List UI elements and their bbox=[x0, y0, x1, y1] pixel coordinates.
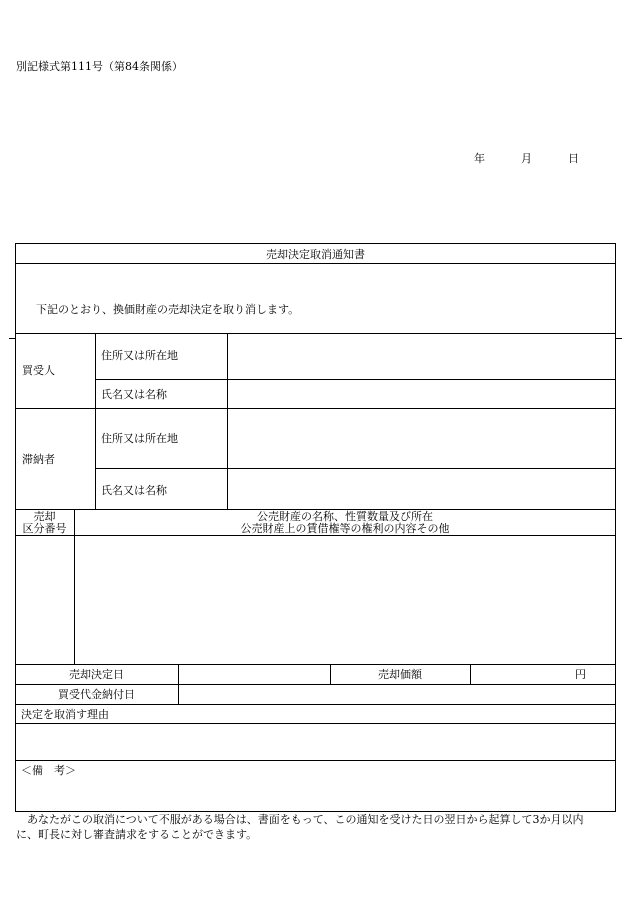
divider bbox=[95, 468, 616, 469]
sale-price-label: 売却価額 bbox=[378, 668, 422, 681]
payment-date-label: 買受代金納付日 bbox=[58, 688, 135, 701]
delinquent-label: 滞納者 bbox=[22, 453, 55, 466]
buyer-name-label: 氏名又は名称 bbox=[101, 388, 167, 401]
divider bbox=[15, 723, 616, 724]
divider bbox=[15, 263, 616, 264]
divider bbox=[95, 379, 616, 380]
appeal-notice-line1: あなたがこの取消について不服がある場合は、書面をもって、この通知を受けた日の翌日から起算して3か月以内 bbox=[16, 813, 584, 826]
left-fold-mark bbox=[9, 338, 15, 339]
appeal-notice-line2: に、町長に対し審査請求をすることができます。 bbox=[16, 828, 258, 841]
sale-decision-date-label: 売却決定日 bbox=[69, 668, 124, 681]
month-label: 月 bbox=[521, 152, 532, 165]
property-col2-line1: 公売財産の名称、性質数量及び所在 bbox=[257, 510, 433, 523]
form-reference: 別記様式第111号（第84条関係） bbox=[16, 60, 183, 73]
delinquent-address-label: 住所又は所在地 bbox=[101, 432, 178, 445]
divider bbox=[15, 704, 616, 705]
form-title: 売却決定取消通知書 bbox=[266, 248, 365, 261]
property-col2-line2: 公売財産上の賃借権等の権利の内容その他 bbox=[240, 522, 450, 535]
divider bbox=[470, 664, 471, 684]
divider bbox=[15, 408, 616, 409]
divider bbox=[15, 760, 616, 761]
divider bbox=[95, 333, 96, 509]
appeal-notice bbox=[16, 812, 616, 842]
property-col1-line1: 売却 bbox=[33, 510, 56, 523]
intro-text: 下記のとおり、換価財産の売却決定を取り消します。 bbox=[36, 303, 300, 316]
divider bbox=[227, 333, 228, 509]
day-label: 日 bbox=[568, 152, 579, 165]
remarks-label: ＜備 考＞ bbox=[21, 764, 76, 777]
divider bbox=[15, 535, 616, 536]
divider bbox=[15, 333, 616, 334]
property-col1-line2: 区分番号 bbox=[22, 522, 67, 535]
yen-unit: 円 bbox=[575, 668, 586, 681]
divider bbox=[15, 684, 616, 685]
divider bbox=[15, 664, 616, 665]
right-fold-mark bbox=[616, 338, 622, 339]
buyer-address-label: 住所又は所在地 bbox=[101, 349, 178, 362]
year-label: 年 bbox=[474, 152, 485, 165]
buyer-label: 買受人 bbox=[22, 364, 55, 377]
cancel-reason-label: 決定を取消す理由 bbox=[21, 708, 109, 721]
delinquent-name-label: 氏名又は名称 bbox=[101, 484, 167, 497]
